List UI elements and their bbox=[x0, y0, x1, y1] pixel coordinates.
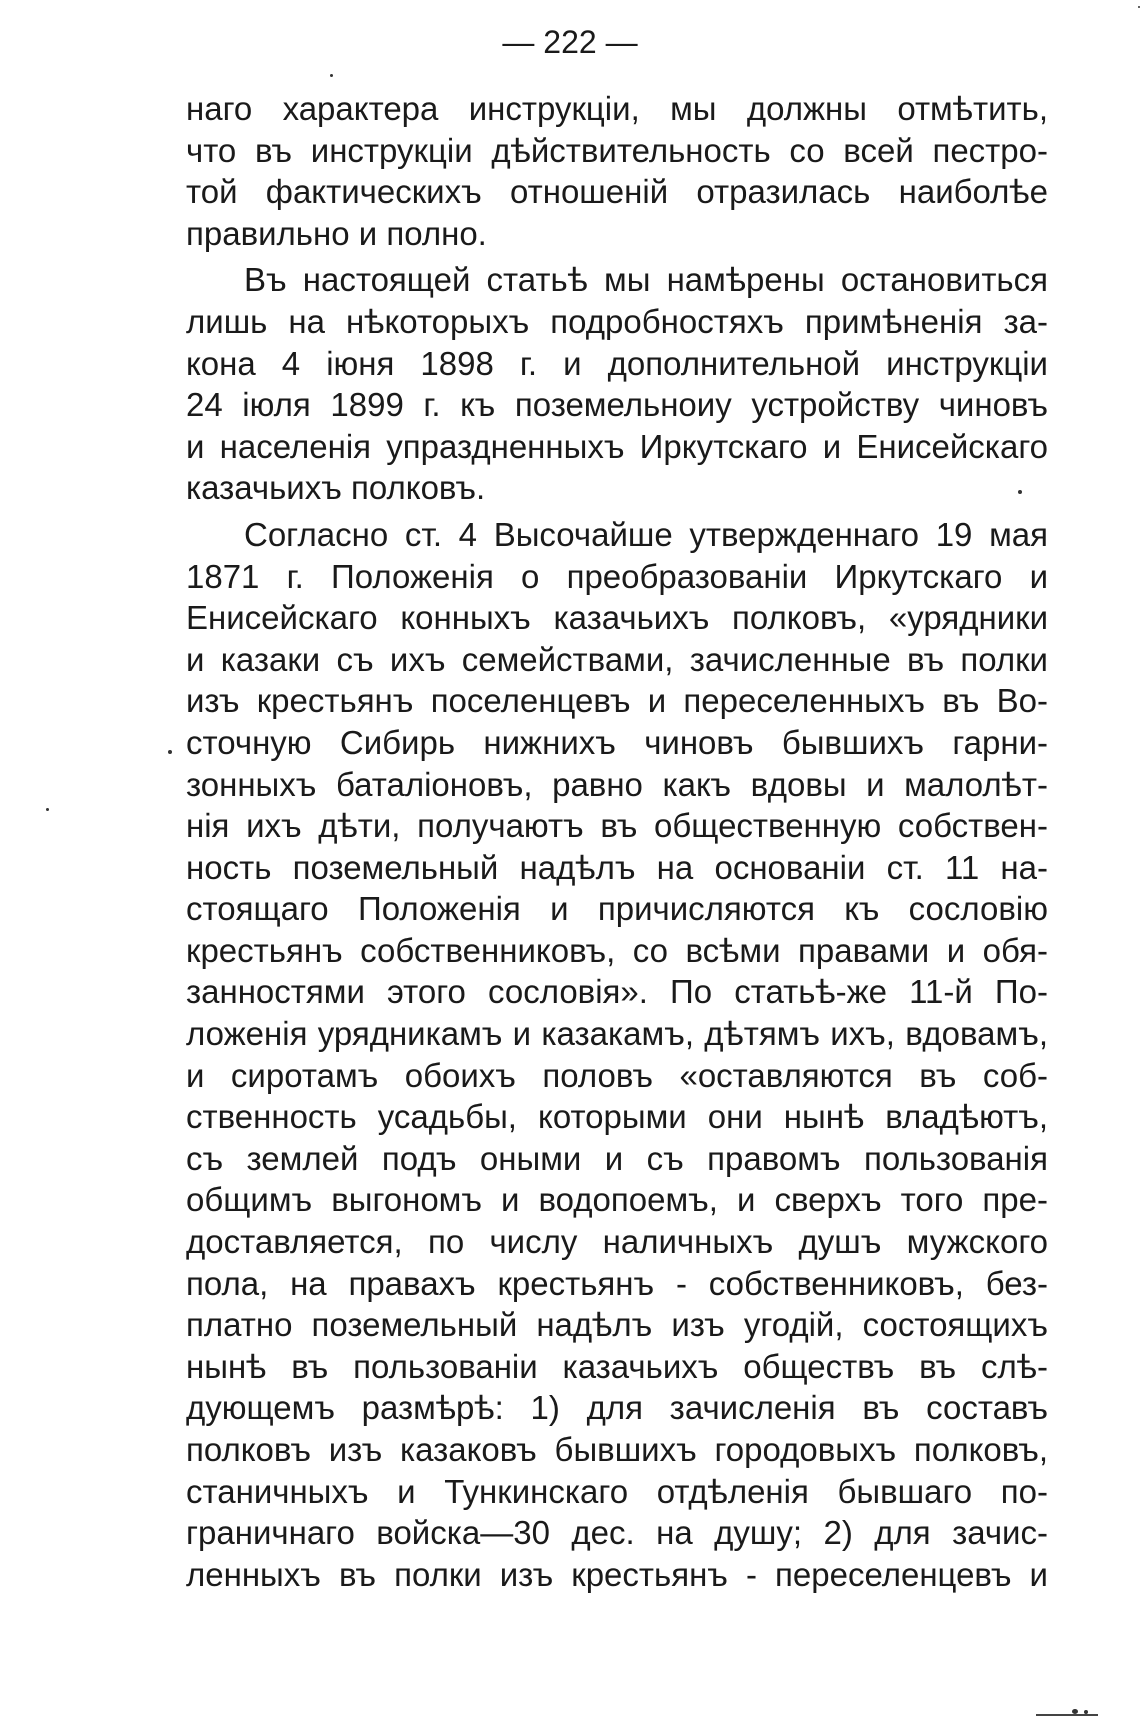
paragraph bbox=[186, 88, 1048, 254]
paragraph bbox=[186, 514, 1048, 1595]
text-line: пола, на правахъ крестьянъ - собственниковъ, без- bbox=[186, 1264, 1048, 1302]
text-line: съ землей подъ оными и съ правомъ пользованія bbox=[186, 1139, 1048, 1177]
text-line: занностями этого сословія». По статьѣ-же 11-й По- bbox=[186, 973, 1048, 1011]
text-line: зонныхъ баталіоновъ, равно какъ вдовы и малолѣт- bbox=[186, 765, 1048, 803]
text-line: станичныхъ и Тункинскаго отдѣленія бывшаго по- bbox=[186, 1472, 1048, 1510]
scan-speck bbox=[1018, 490, 1022, 494]
text-line: платно поземельный надѣлъ изъ угодій, состоящихъ bbox=[186, 1306, 1048, 1344]
text-line: правильно и полно. bbox=[186, 214, 487, 252]
text-line: ленныхъ въ полки изъ крестьянъ - переселенцевъ и bbox=[186, 1555, 1048, 1593]
text-line: что въ инструкціи дѣйствительность со всей пестро- bbox=[186, 131, 1048, 169]
page-corner-mark bbox=[1036, 1708, 1098, 1716]
text-line: и сиротамъ обоихъ половъ «оставляются въ соб- bbox=[186, 1056, 1048, 1094]
text-line: полковъ изъ казаковъ бывшихъ городовыхъ полковъ, bbox=[186, 1431, 1048, 1468]
text-line: 24 іюля 1899 г. къ поземельноиу устройству чиновъ bbox=[186, 386, 1048, 424]
text-line: ственность усадьбы, которыми они нынѣ владѣютъ, bbox=[186, 1098, 1048, 1136]
text-line: нія ихъ дѣти, получаютъ въ общественную собствен- bbox=[186, 807, 1048, 845]
text-line: общимъ выгономъ и водопоемъ, и сверхъ того пре- bbox=[186, 1181, 1048, 1219]
text-line: ность поземельный надѣлъ на основаніи ст. 11 на- bbox=[186, 848, 1048, 886]
text-line: сточную Сибирь нижнихъ чиновъ бывшихъ гарни- bbox=[186, 723, 1048, 761]
text-line: наго характера инструкціи, мы должны отмѣтить, bbox=[186, 90, 1048, 127]
text-line: Енисейскаго конныхъ казачьихъ полковъ, «урядники bbox=[186, 599, 1048, 637]
scan-speck bbox=[46, 808, 49, 811]
text-line: стоящаго Положенія и причисляются къ сословію bbox=[186, 890, 1048, 928]
body-text bbox=[186, 88, 1048, 1595]
text-line: Согласно ст. 4 Высочайше утвержденнаго 19 мая bbox=[244, 515, 1048, 553]
text-line: и населенія упраздненныхъ Иркутскаго и Енисейскаго bbox=[186, 427, 1048, 465]
text-line: и казаки съ ихъ семействами, зачисленные въ полки bbox=[186, 640, 1048, 678]
page-number: — 222 — bbox=[502, 24, 638, 60]
text-line: нынѣ въ пользованіи казачьихъ обществъ въ слѣ- bbox=[186, 1347, 1048, 1385]
text-line: дующемъ размѣрѣ: 1) для зачисленія въ составъ bbox=[186, 1389, 1048, 1427]
text-line: той фактическихъ отношеній отразилась наиболѣе bbox=[186, 173, 1048, 211]
text-line: изъ крестьянъ поселенцевъ и переселенныхъ въ Во- bbox=[186, 682, 1048, 720]
text-line: лишь на нѣкоторыхъ подробностяхъ примѣненія за- bbox=[186, 302, 1048, 340]
text-line: Въ настоящей статьѣ мы намѣрены остановиться bbox=[244, 261, 1048, 299]
text-line: ложенія урядникамъ и казакамъ, дѣтямъ ихъ, вдовамъ, bbox=[186, 1015, 1048, 1053]
text-line: граничнаго войска—30 дес. на душу; 2) для зачис- bbox=[186, 1514, 1048, 1552]
text-line: 1871 г. Положенія о преобразованіи Иркутскаго и bbox=[186, 557, 1048, 595]
text-line: казачьихъ полковъ. bbox=[186, 469, 486, 507]
text-line: кона 4 іюня 1898 г. и дополнительной инструкціи bbox=[186, 344, 1048, 382]
scan-speck bbox=[330, 74, 333, 77]
text-line: доставляется, по числу наличныхъ душъ мужского bbox=[186, 1223, 1048, 1261]
scan-speck bbox=[168, 750, 172, 754]
text-line: крестьянъ собственниковъ, со всѣми правами и обя- bbox=[186, 931, 1048, 969]
paragraph bbox=[186, 259, 1048, 509]
